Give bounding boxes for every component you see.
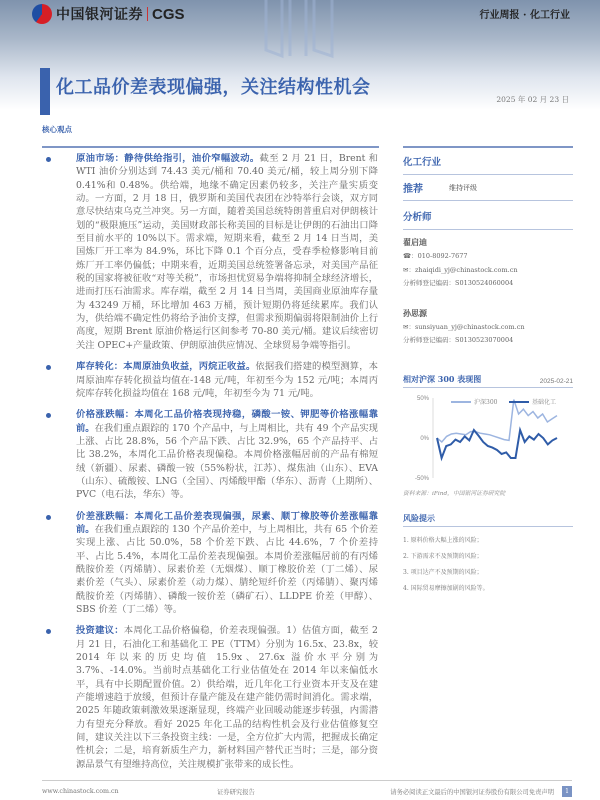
risk-item: 1. 原料价格大幅上涨的风险； [403, 536, 483, 544]
paragraph-price-change [44, 408, 378, 501]
risk-item: 2. 下游需求不及预期的风险； [403, 552, 483, 560]
chart-source: 资料来源：iFind，中国银河证券研究院 [403, 490, 506, 497]
risk-item: 3. 项目达产不及预期的风险； [403, 568, 483, 576]
paragraph-heading: 价格涨跌幅：本周化工品价格表现持稳，磷酸一铵、钾肥等价格涨幅靠前。 [76, 409, 378, 434]
footer-url[interactable]: www.chinastock.com.cn [42, 788, 119, 795]
analyst-1 [403, 234, 573, 291]
y-tick-label: 0% [420, 435, 429, 442]
paragraph-inventory [44, 360, 378, 400]
report-date: 2025 年 02 月 23 日 [496, 95, 569, 104]
analyst-phone: ：010-8092-7677 [411, 252, 468, 260]
paragraph-spread-change [44, 510, 378, 617]
logo-divider [147, 7, 148, 21]
divider [403, 146, 573, 148]
watermark [262, 0, 336, 60]
chart-date: 2025-02-21 [539, 377, 573, 385]
legend-label: 基础化工 [532, 398, 557, 406]
footer [42, 780, 572, 797]
core-views [44, 152, 378, 779]
title-accent-bar [40, 68, 50, 115]
y-tick-label: -50% [414, 475, 429, 482]
rating-value: 维持评级 [449, 183, 477, 192]
paragraph-crude-oil [44, 152, 378, 352]
rating [403, 175, 573, 201]
analyst-registration: 分析师登记编码：S0130523070004 [403, 336, 514, 344]
analyst-label: 分析师 [403, 201, 573, 230]
report-category: 行业周报 · 化工行业 [479, 10, 570, 21]
core-views-label: 核心观点 [42, 125, 72, 134]
y-tick-label: 50% [416, 395, 429, 402]
legend-label: 沪深300 [474, 398, 498, 406]
paragraph-investment [44, 624, 378, 771]
paragraph-body: 截至 2 月 21 日，Brent 和 WTI 油价分别达到 74.43 美元/桶和 70.40 美元/桶，较上周分别下降 0.41%和 0.48%。供给端，地缘不确定因素仍较多，关注产量实质变动。一方面，2 月 18 日，俄罗斯和美国代表团在沙特举行会谈，双方同意尽快结束乌克兰冲突。另一方面，随着美国总统特朗普重启对伊朗核计划的“极限施压”运动，美国财政部长称美国的目标是让伊朗的石油出口降至目前水平的 10%以下。需求端，短期来看，截至 2 月 14 日当周，美国炼厂开工率为 84.9%，环比下降 0.1 个百分点，受春季检修影响目前炼厂开工率仍偏低；中期来看，近期美国总统签署备忘录，对美国产品征税的国家将被征收“对等关税”，市场担忧贸易争端将抑制全球经济增长，进而打压石油需求。库存端，截至 2 月 14 日当周，美国商业原油库存量为 43249 万桶，环比增加 463 万桶，预计短期仍将延续累库。我们认为，供给端不确定性仍将给予油价支撑，但需求预期偏弱将限制油价上行高度，短期 Brent 原油价格运行区间参考 70-80 美元/桶。建议后续密切关注 OPEC+产量政策、伊朗原油供应情况、全球贸易争端等指引。 [76, 153, 378, 351]
analyst-email[interactable]: ：sunsiyuan_yj@chinastock.com.cn [408, 322, 525, 331]
paragraph-body: 依据我们搭建的模型测算，本周原油库存转化损益均值在-148 元/吨，年初至今为 152 元/吨；本周丙烷库存转化损益均值在 168 元/吨，年初至今为 71 元/吨。 [76, 361, 378, 399]
analyst-name: 孙思源 [403, 307, 427, 318]
risk-item: 4. 国际贸易摩擦加剧的风险等。 [403, 584, 489, 592]
bullet-icon [46, 365, 51, 370]
bullet-icon [46, 629, 51, 634]
sidebar [403, 149, 573, 597]
company-logo [32, 4, 185, 24]
page-title: 化工品价差表现偏强，关注结构性机会 [56, 77, 371, 98]
bullet-icon [46, 413, 51, 418]
analyst-name: 翟启迪 [403, 237, 427, 247]
rating-label: 推荐 [403, 184, 423, 195]
divider [42, 146, 379, 148]
risk-list [403, 533, 573, 597]
chart-header [403, 374, 573, 388]
industry-label: 化工行业 [403, 149, 573, 175]
paragraph-heading: 库存转化：本周原油负收益，丙烷正收益。 [76, 361, 256, 373]
risk-header [403, 513, 573, 527]
risk-label: 风险提示 [403, 512, 435, 523]
paragraph-body: 本周化工品价格偏稳，价差表现偏强。1）估值方面，截至 2 月 21 日，石油化工和基础化工 PE（TTM）分别为 16.5x、23.8x，较 2014 年以来的历史均值 15.9x、27.6x 溢价水平分别为 3.7%、-14.0%。当前时点基础化工行业估值处在 2014 年以来偏低水平，具有中长期配置价值。2）供给端，近几年化工行业资本开支及在建产能增速趋于放缓，但预计存量产能及在建产能仍需时间消化。需求端，2025 年随政策刺激效果逐渐显现，终端产业回暖动能逐步转强，内需潜力有望充分释放。看好 2025 年化工品的结构性机会及行业估值修复空间，建议关注以下三条投资主线：一是，全方位扩大内需，把握成长确定性机会；二是，培育新质生产力，新材料国产替代正当时；三是，部分资源品景气有望维持高位，关注规模扩张带来的成长性。 [76, 625, 378, 770]
paragraph-heading: 价差涨跌幅：本周化工品价差表现偏强，尿素、顺丁橡胶等价差涨幅靠前。 [76, 510, 378, 535]
paragraph-heading: 投资建议： [76, 625, 124, 637]
chart-title: 相对沪深 300 表现图 [403, 373, 482, 384]
analyst-email[interactable]: ：zhaiqidi_yj@chinastock.com.cn [408, 265, 518, 274]
footer-report-type: 证券研究报告 [217, 789, 255, 796]
paragraph-body: 在我们重点跟踪的 130 个产品价差中，与上周相比，共有 65 个价差实现上涨、占比 50.0%，58 个价差下跌、占比 44.6%，7 个价差持平、占比 5.4%，本周化工品价差表现偏强。本周价差涨幅居前的有丙烯酰胺价差（丙烯腈）、尿素价差（无烟煤）、顺丁橡胶价差（丁二烯）、尿素价差（气头）、尿素价差（动力煤）、腈纶短纤价差（丙烯腈）、聚丙烯酰胺价差（丙烯腈）、磷酸一铵价差（磷矿石）、LLDPE 价差（甲醇）、SBS 价差（丁二烯）等。 [76, 523, 378, 615]
page-number: 1 [562, 786, 572, 797]
analyst-registration: 分析师登记编码：S0130524060004 [403, 279, 514, 287]
email-icon: ✉ [403, 322, 409, 331]
phone-icon: ☎ [403, 252, 412, 260]
analyst-2 [403, 305, 573, 348]
logo-brand: CGS [152, 5, 185, 23]
paragraph-body: 在我们重点跟踪的 170 个产品中，与上周相比，共有 49 个产品实现上涨、占比 28.8%，56 个产品下跌、占比 32.9%，65 个产品持平、占比 38.2%，本周化工品价格表现偏稳。本周价格涨幅居前的产品有棉短绒（新疆）、尿素、磷酸一铵（55%粉状，江苏）、煤焦油（山东）、EVA（山东）、硫酸铵、LNG（全国）、丙烯酸甲酯（华东）、沥青（上期所）、PVC（电石法，华东）等。 [76, 422, 378, 501]
logo-text: 中国银河证券 [56, 6, 143, 22]
bullet-icon [46, 515, 51, 520]
paragraph-heading: 原油市场：静待供给指引，油价窄幅波动。 [76, 153, 260, 164]
cgs-watermark-icon [262, 0, 336, 60]
bullet-icon [46, 157, 51, 162]
logo-icon [32, 4, 52, 24]
series-line-基础化工 [437, 430, 557, 458]
email-icon: ✉ [403, 265, 409, 274]
footer-disclaimer: 请务必阅读正文最后的中国银河证券股份有限公司免责声明 [390, 789, 554, 796]
relative-performance-chart [403, 390, 573, 486]
